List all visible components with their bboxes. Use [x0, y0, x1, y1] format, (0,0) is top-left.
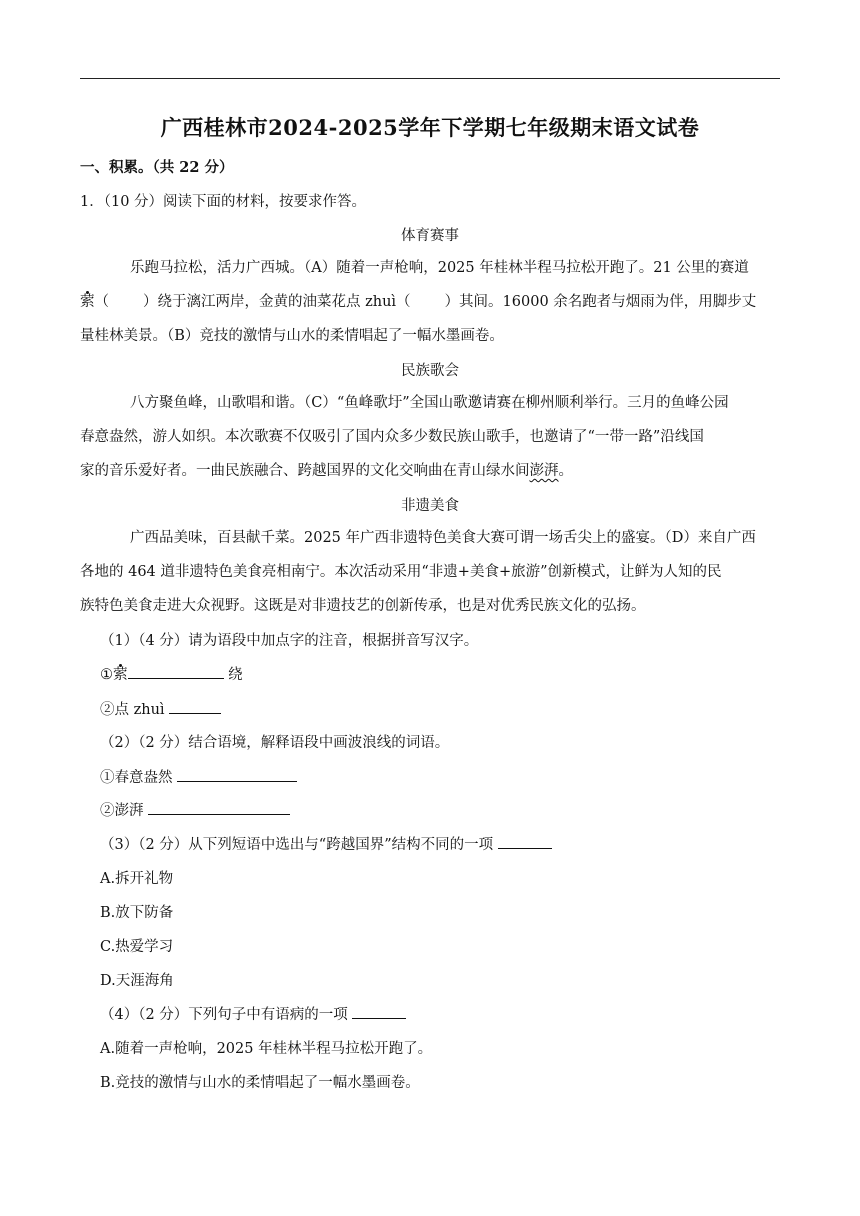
subquestion-3-stem: [100, 833, 800, 854]
para-line: 春意盎然，游人如织。本次歌赛不仅吸引了国内众多少数民族山歌手，也邀请了“一带一路”沿线国: [80, 429, 704, 445]
para-line: 八方聚鱼峰，山歌唱和谐。（C）“鱼峰歌圩”全国山歌邀请赛在柳州顺利举行。三月的鱼峰公园: [130, 395, 729, 411]
material-heading-songs: 民族歌会: [401, 363, 459, 379]
para-line: ）其间。16000 余名跑者与烟雨为伴，用脚步丈: [444, 294, 757, 310]
exam-title: 广西桂林市2024-2025学年下学期七年级期末语文试卷: [160, 115, 700, 140]
subquestion-4-stem: [100, 1003, 800, 1024]
option-d[interactable]: D.天涯海角: [100, 973, 174, 989]
para-line: 族特色美食走进大众视野。这既是对非遗技艺的创新传承，也是对优秀民族文化的弘扬。: [80, 598, 646, 614]
answer-blank[interactable]: [177, 767, 297, 782]
item-text: （4）（2 分）下列句子中有语病的一项: [100, 1007, 348, 1023]
answer-blank[interactable]: [148, 800, 290, 815]
item-text: 绕: [228, 667, 243, 683]
para-line: 家的音乐爱好者。一曲民族融合、跨越国界的文化交响曲在青山绿水间: [80, 463, 530, 479]
answer-blank[interactable]: [498, 834, 552, 849]
option-c[interactable]: C.热爱学习: [100, 939, 174, 955]
item-text: ②点 zhuì: [100, 702, 165, 718]
bracket-open: （: [94, 294, 109, 310]
para-line: 量桂林美景。（B）竞技的激情与山水的柔情唱起了一幅水墨画卷。: [80, 328, 504, 344]
subquestion-2-stem: （2）（2 分）结合语境，解释语段中画波浪线的词语。: [100, 735, 450, 751]
item-number: ①: [100, 667, 113, 683]
question-1-stem: 1．（10 分）阅读下面的材料，按要求作答。: [80, 194, 367, 210]
section-heading: 一、积累。（共 22 分）: [80, 159, 234, 176]
subquestion-2-item-1: [100, 766, 800, 787]
option-a[interactable]: A.拆开礼物: [100, 871, 174, 887]
dotted-char: 萦: [113, 667, 128, 683]
option-a[interactable]: A.随着一声枪响，2025 年桂林半程马拉松开跑了。: [100, 1041, 433, 1057]
option-b[interactable]: B.放下防备: [100, 905, 174, 921]
material-heading-sports: 体育赛事: [401, 228, 459, 244]
answer-blank[interactable]: [128, 664, 224, 679]
answer-blank[interactable]: [169, 699, 221, 714]
option-b[interactable]: B.竞技的激情与山水的柔情唱起了一幅水墨画卷。: [100, 1075, 420, 1091]
header-rule: [80, 78, 780, 79]
dotted-char: 萦: [80, 294, 95, 310]
para-line: 。: [558, 463, 573, 479]
subquestion-1-stem: （1）（4 分）请为语段中加点字的注音，根据拼音写汉字。: [100, 633, 479, 649]
material-paragraph-sports: [80, 251, 780, 353]
para-line: 各地的 464 道非遗特色美食亮相南宁。本次活动采用“非遗+美食+旅游”创新模式，让鲜为人知的民: [80, 564, 722, 580]
item-text: ①春意盎然: [100, 770, 173, 786]
para-line: ）绕于漓江两岸，金黄的油菜花点 zhuì（: [143, 294, 411, 310]
subquestion-1-item-2: [100, 698, 800, 719]
item-text: ②澎湃: [100, 803, 144, 819]
material-paragraph-songs: [80, 386, 780, 488]
answer-blank[interactable]: [352, 1004, 406, 1019]
material-paragraph-food: [80, 521, 780, 623]
subquestion-2-item-2: [100, 799, 800, 820]
subquestion-1-item-1: [100, 663, 800, 684]
para-line: 乐跑马拉松，活力广西城。（A）随着一声枪响，2025 年桂林半程马拉松开跑了。21 公里的赛道: [130, 260, 749, 276]
para-line: 广西品美味，百县献千菜。2025 年广西非遗特色美食大赛可谓一场舌尖上的盛宴。（D）来自广西: [130, 530, 756, 546]
material-heading-food: 非遗美食: [401, 498, 459, 514]
wavy-word: 澎湃: [529, 463, 559, 479]
item-text: （3）（2 分）从下列短语中选出与“跨越国界”结构不同的一项: [100, 837, 494, 853]
